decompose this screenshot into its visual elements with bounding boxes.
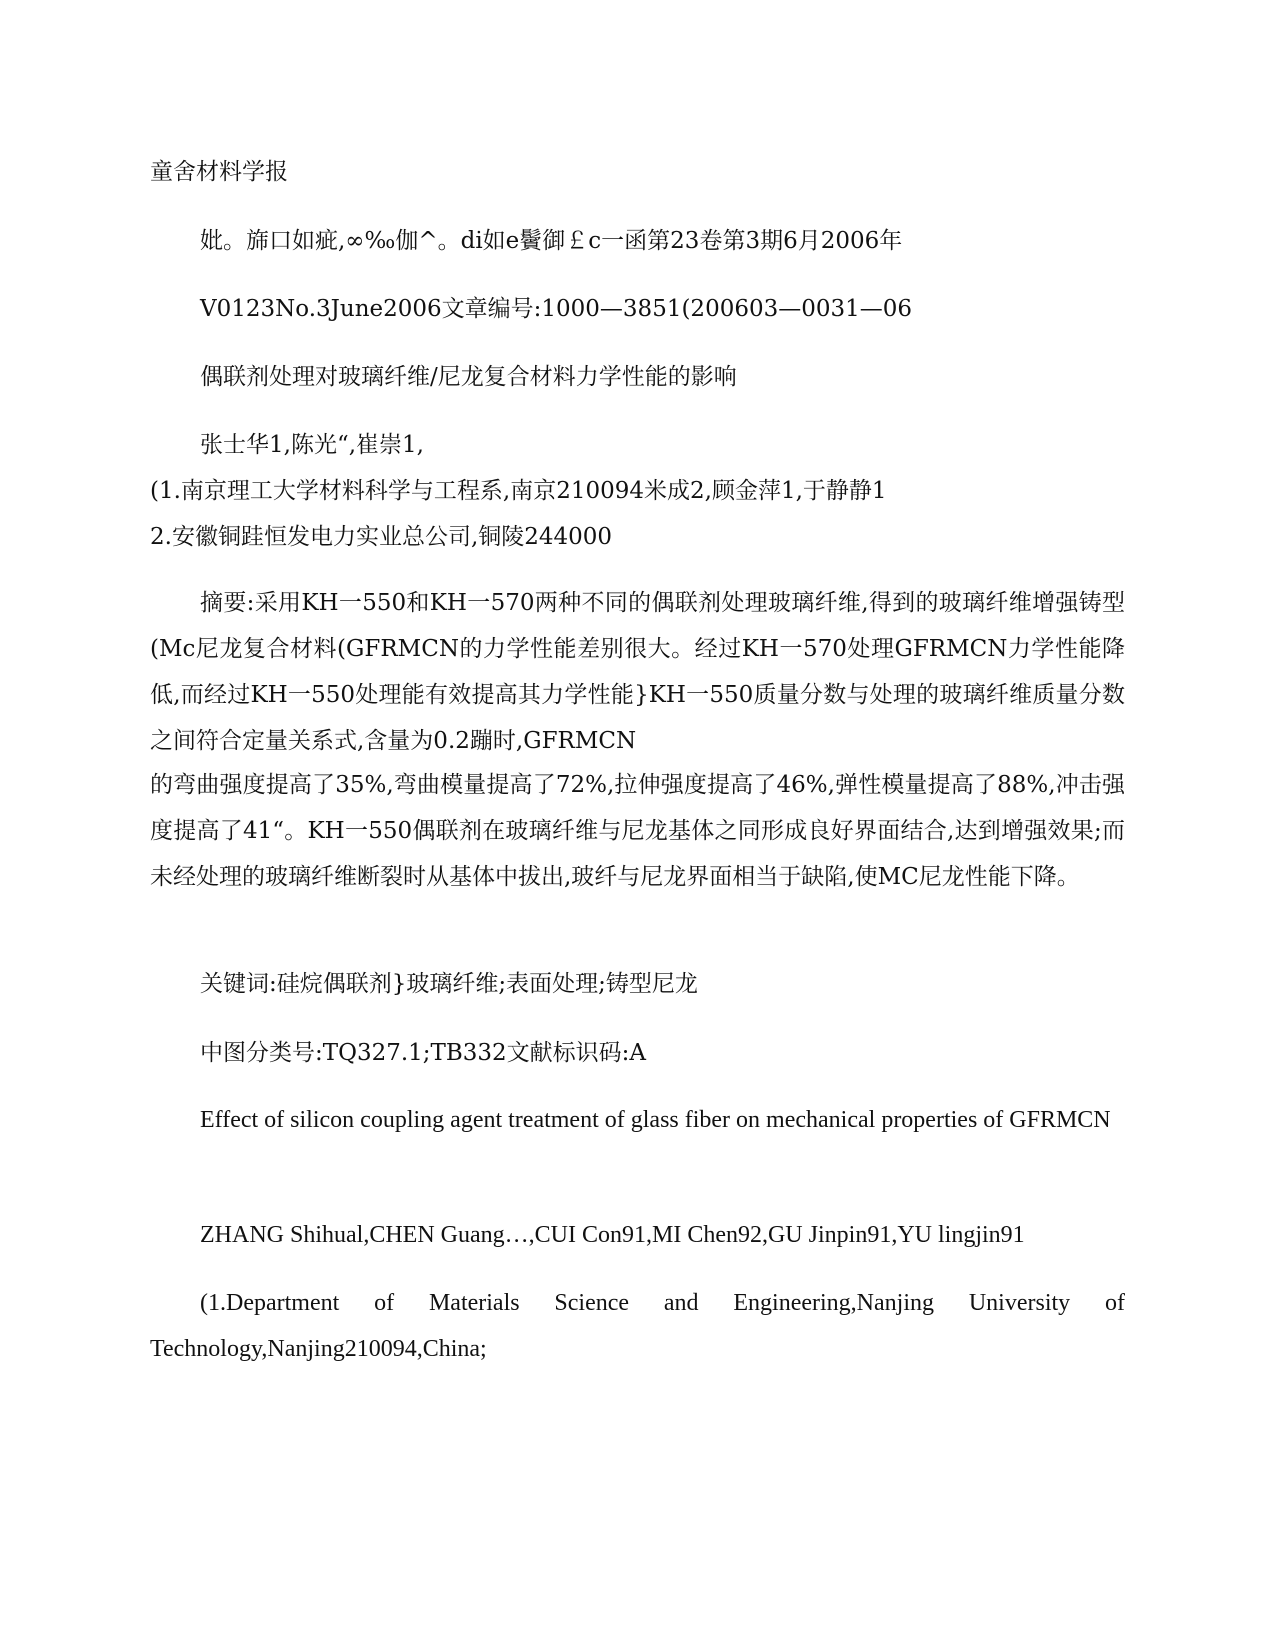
classification: 中图分类号:TQ327.1;TB332文献标识码:A [200, 1040, 647, 1066]
journal-name: 童舍材料学报 [150, 159, 288, 185]
authors-en: ZHANG Shihual,CHEN Guang…,CUI Con91,MI Chen92,GU Jinpin91,YU lingjin91 [200, 1222, 1025, 1248]
keywords-cn: 关键词:硅烷偶联剂}玻璃纤维;表面处理;铸型尼龙 [200, 971, 698, 997]
abstract-cn-part2: 的弯曲强度提高了35%,弯曲模量提高了72%,拉伸强度提高了46%,弹性模量提高了88%,冲击强度提高了41“。KH一550偶联剂在玻璃纤维与尼龙基体之同形成良好界面结合,达到增强效果;而未经处理的玻璃纤维断裂时从基体中拔出,玻纤与尼龙界面相当于缺陷,使MC尼龙性能下降。 [150, 772, 1125, 890]
volume-info: V0123No.3June2006文章编号:1000—3851(200603—0031—06 [200, 296, 913, 322]
affiliation-cn-2: 2.安徽铜跬恒发电力实业总公司,铜陵244000 [150, 524, 613, 550]
affiliation-cn-1: (1.南京理工大学材料科学与工程系,南京210094米成2,顾金萍1,于静静1 [150, 478, 887, 504]
abstract-cn-part1: 摘要:采用KH一550和KH一570两种不同的偶联剂处理玻璃纤维,得到的玻璃纤维增强铸型(Mc尼龙复合材料(GFRMCN的力学性能差别很大。经过KH一570处理GFRMCN力学性能降低,而经过KH一550处理能有效提高其力学性能}KH一550质量分数与处理的玻璃纤维质量分数之间符合定量关系式,含量为0.2蹦时,GFRMCN [150, 590, 1125, 754]
title-en: Effect of silicon coupling agent treatment of glass fiber on mechanical properties of GFRMCN [200, 1107, 1111, 1133]
journal-header: 妣。旆口如疵,∞‰伽^。di如e鬢御￡c一函第23卷第3期6月2006年 [200, 228, 903, 254]
affiliation-en: (1.Department of Materials Science and Engineering,Nanjing University of Technology,Nanjing210094,China; [150, 1290, 1125, 1362]
title-cn: 偶联剂处理对玻璃纤维/尼龙复合材料力学性能的影响 [200, 364, 737, 390]
authors-cn: 张士华1,陈光“,崔崇1, [200, 432, 424, 458]
